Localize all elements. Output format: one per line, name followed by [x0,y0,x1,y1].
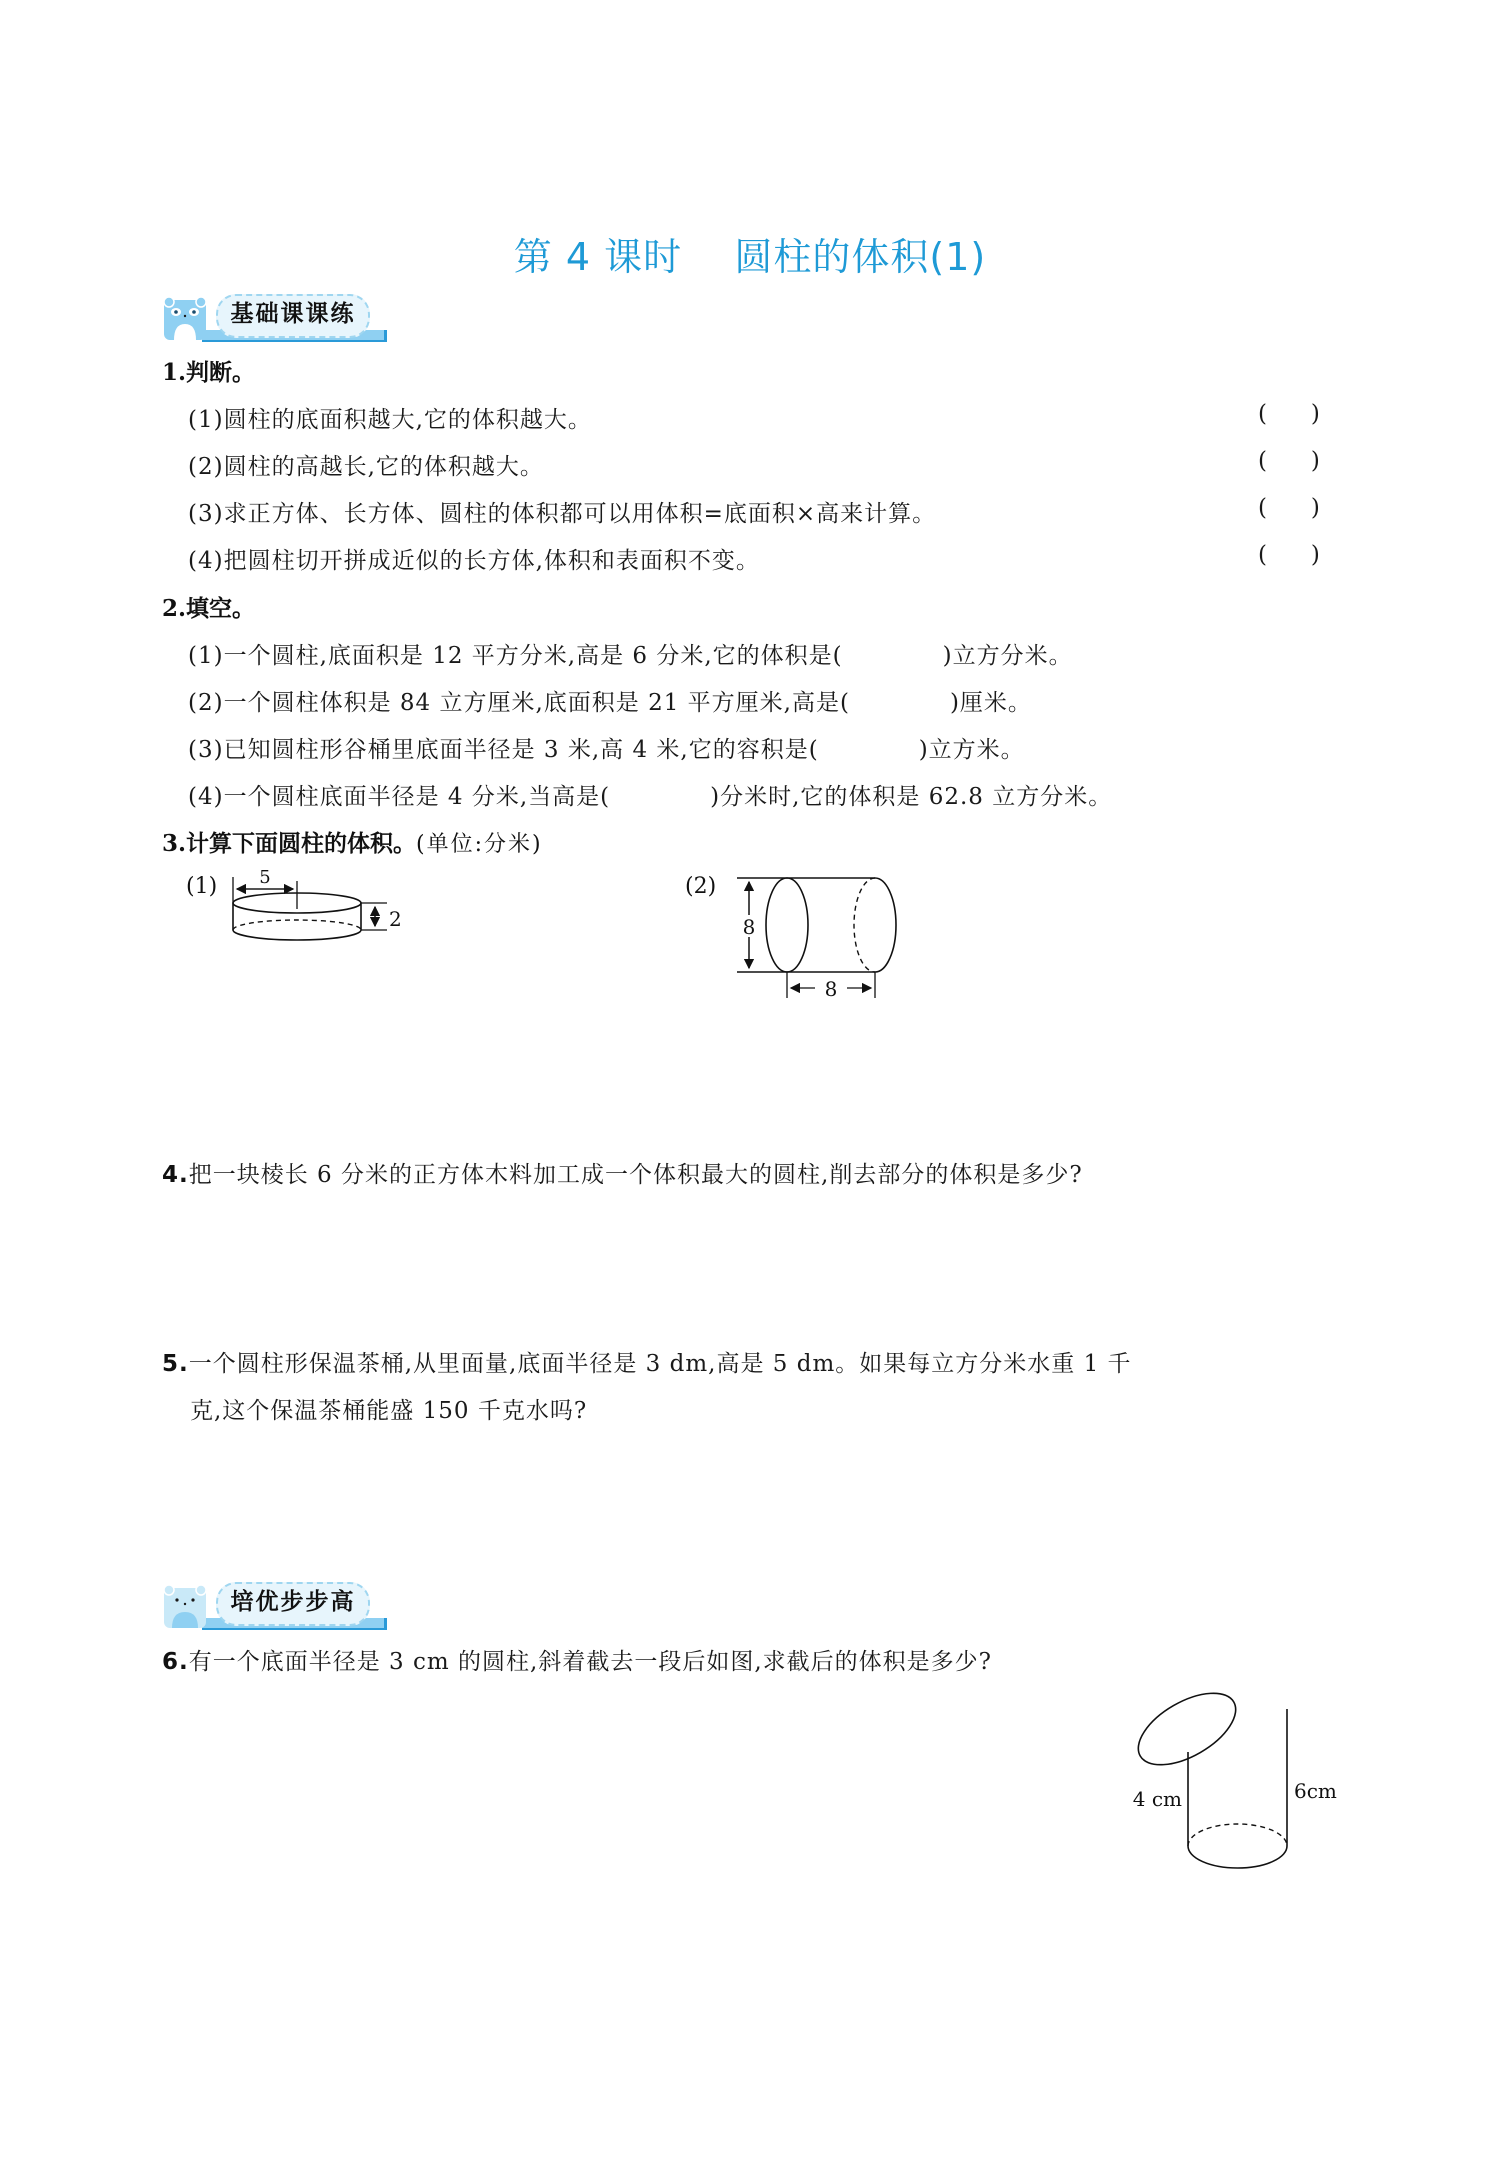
question-5-line-2: 克,这个保温茶桶能盛 150 千克水吗? [190,1398,588,1424]
height-label: 8 [742,915,756,939]
question-1-heading [162,354,255,387]
question-text: 一个圆柱形保温茶桶,从里面量,底面半径是 3 dm,高是 5 dm。如果每立方分米水重 1 千 [188,1351,1132,1377]
answer-bracket-1[interactable]: ( ) [1258,401,1320,427]
unit-note: (单位:分米) [416,832,543,857]
polar-bear-icon [162,294,208,340]
question-text: 把一块棱长 6 分米的正方体木料加工成一个体积最大的圆柱,削去部分的体积是多少? [188,1162,1083,1188]
fill-item-2 [188,684,1032,717]
question-4 [162,1156,1083,1189]
question-title: 填空。 [186,596,256,622]
answer-bracket-3[interactable]: ( ) [1258,495,1320,521]
figure-2-label: (2) [685,874,717,899]
fill-item-text: )分米时,它的体积是 62.8 立方分米。 [710,784,1113,810]
question-3-heading [162,825,543,858]
judge-item-1: (1)圆柱的底面积越大,它的体积越大。 [188,407,592,433]
question-number: 1. [162,359,187,386]
question-number: 4. [162,1162,189,1188]
fill-item-4 [188,778,1112,811]
section-title: 基础课课练 [230,301,356,327]
fill-item-text: )厘米。 [949,690,1032,716]
question-number: 3. [162,830,187,857]
polar-bear-icon [162,1582,208,1628]
judge-item-2: (2)圆柱的高越长,它的体积越大。 [188,454,544,480]
question-text: 有一个底面半径是 3 cm 的圆柱,斜着截去一段后如图,求截后的体积是多少? [188,1649,992,1675]
page-title: 第 4 课时 圆柱的体积(1) [513,235,987,279]
short-side-label: 4 cm [1132,1787,1182,1811]
fill-item-text: (2)一个圆柱体积是 84 立方厘米,底面积是 21 平方厘米,高是( [188,690,850,716]
fill-item-1 [188,637,1073,670]
question-2-heading [162,590,255,623]
fill-item-text: )立方米。 [918,737,1025,763]
question-number: 5. [162,1351,189,1377]
question-title: 计算下面圆柱的体积。 [186,831,417,857]
question-number: 6. [162,1649,189,1675]
answer-bracket-4[interactable]: ( ) [1258,542,1320,568]
height-label: 2 [389,907,402,931]
question-number: 2. [162,595,187,622]
figure-1-label: (1) [186,874,218,899]
judge-item-4: (4)把圆柱切开拼成近似的长方体,体积和表面积不变。 [188,548,760,574]
answer-bracket-2[interactable]: ( ) [1258,448,1320,474]
judge-item-3: (3)求正方体、长方体、圆柱的体积都可以用体积=底面积×高来计算。 [188,501,937,527]
radius-label: 5 [259,867,271,888]
section-title: 培优步步高 [230,1589,356,1615]
question-5-line-1 [162,1345,1132,1378]
question-title: 判断。 [186,360,256,386]
fill-item-text: (3)已知圆柱形谷桶里底面半径是 3 米,高 4 米,它的容积是( [188,737,819,763]
long-side-label: 6cm [1294,1779,1337,1803]
cylinder-figure-2 [735,868,915,1008]
cut-cylinder-figure [1120,1684,1360,1884]
section-banner-basic [162,292,386,342]
fill-item-text: )立方分米。 [942,643,1073,669]
section-banner-advanced [162,1580,386,1630]
fill-item-text: (1)一个圆柱,底面积是 12 平方分米,高是 6 分米,它的体积是( [188,643,843,669]
fill-item-text: (4)一个圆柱底面半径是 4 分米,当高是( [188,784,611,810]
fill-item-3 [188,731,1025,764]
question-6 [162,1643,992,1676]
cylinder-figure-1 [225,865,425,950]
diameter-label: 8 [824,977,838,1001]
